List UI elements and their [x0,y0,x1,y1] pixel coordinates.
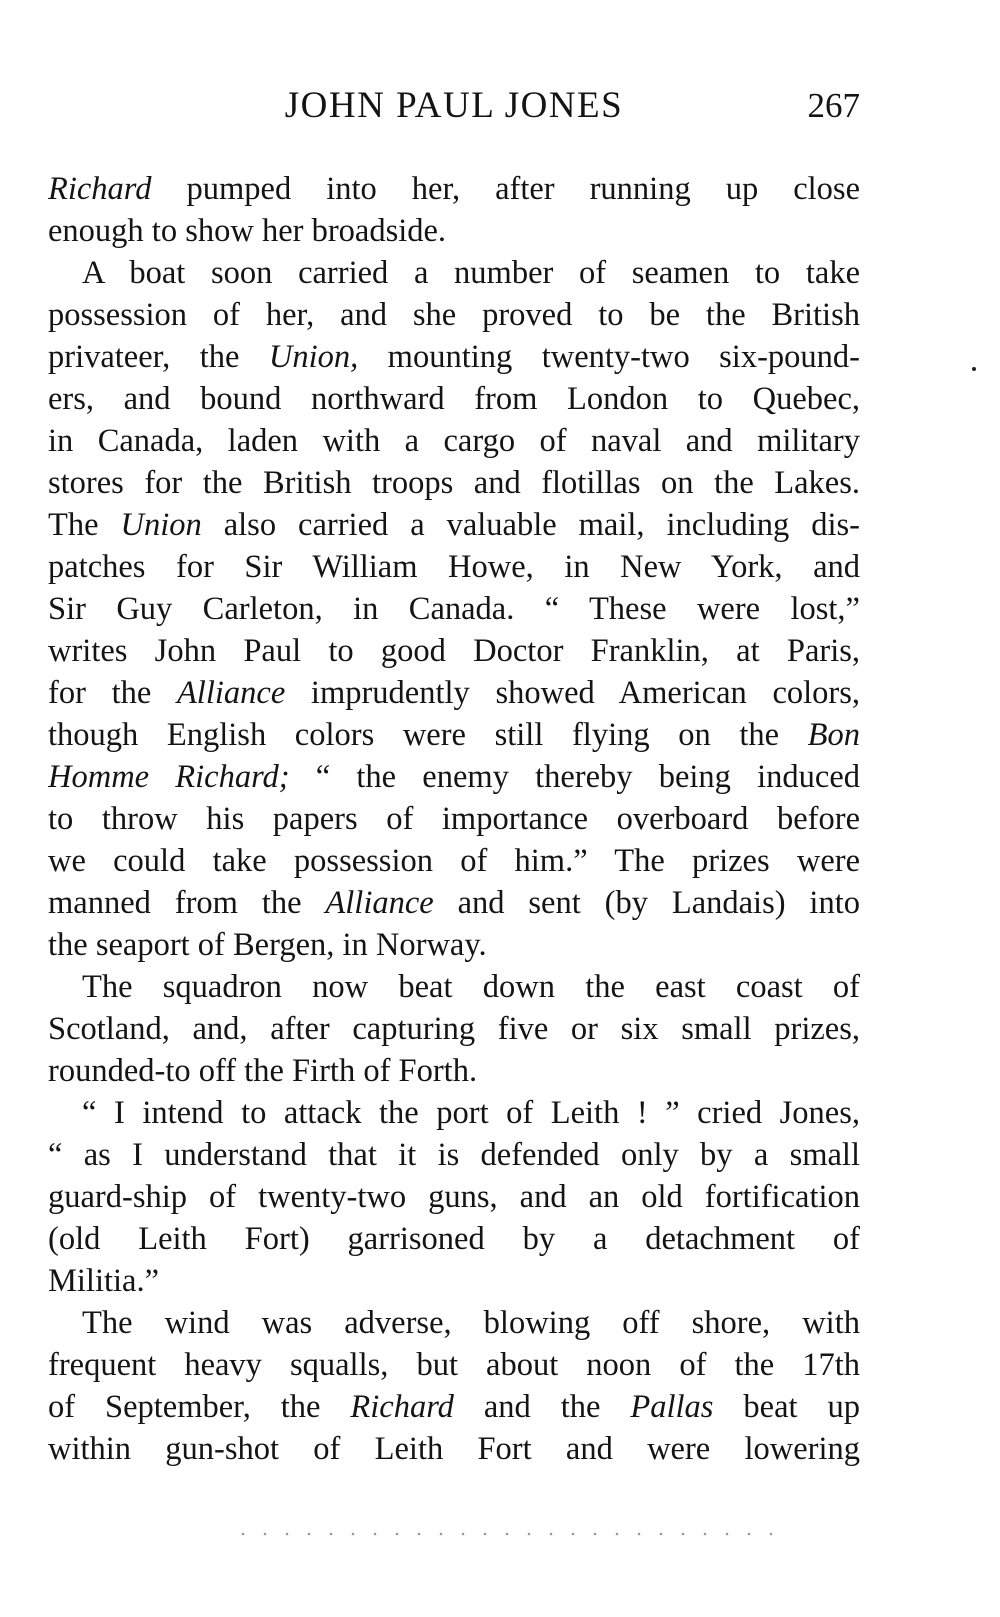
text-segment: within gun-shot of Leith Fort and were lowering [48,1431,860,1467]
italic-text: Union, [268,339,359,375]
text-segment: “ I intend to attack the port of Leith ! ” cried Jones, [82,1095,860,1131]
italic-text: Richard [350,1389,454,1425]
text-segment: “ the enemy thereby being induced [289,759,860,795]
italic-text: Bon [807,717,860,753]
text-segment: in Canada, laden with a cargo of naval and military [48,423,860,459]
text-segment: privateer, the [48,339,269,375]
text-segment: to throw his papers of importance overboard before [48,801,860,837]
text-line [48,714,860,756]
text-segment: pumped into her, after running up close [151,171,860,207]
text-segment: imprudently showed American colors, [285,675,860,711]
text-segment: guard-ship of twenty-two guns, and an old fortification [48,1179,860,1215]
text-segment: “ as I understand that it is defended only by a small [48,1137,860,1173]
text-line [48,1092,860,1134]
text-segment: patches for Sir William Howe, in New York, and [48,549,860,585]
italic-text: Pallas [630,1389,714,1425]
text-segment: for the [48,675,177,711]
body-text [48,168,860,1470]
text-line [48,672,860,714]
text-line [48,210,860,252]
text-segment: and sent (by Landais) into [433,885,860,921]
text-line [48,546,860,588]
text-segment: beat up [713,1389,860,1425]
text-line [48,462,860,504]
text-segment: writes John Paul to good Doctor Franklin, at Paris, [48,633,860,669]
italic-text: Union [120,507,202,543]
text-line [48,1428,860,1470]
text-segment: manned from the [48,885,326,921]
text-segment: The squadron now beat down the east coast of [82,969,860,1005]
text-segment: mounting twenty-two six-pound- [358,339,860,375]
text-line [48,420,860,462]
show-through-marks [232,1532,772,1536]
italic-text: Homme Richard; [48,759,290,795]
text-line [48,840,860,882]
text-line [48,588,860,630]
text-segment: frequent heavy squalls, but about noon of the 17th [48,1347,860,1383]
text-line [48,168,860,210]
text-line [48,1176,860,1218]
text-segment: of September, the [48,1389,351,1425]
text-line [48,966,860,1008]
text-segment: Militia.” [48,1263,160,1299]
running-title: JOHN PAUL JONES [284,85,624,126]
italic-text: Richard [48,171,152,207]
text-line [48,756,860,798]
text-line [48,1260,860,1302]
text-line [48,1134,860,1176]
text-line [48,798,860,840]
text-line [48,924,860,966]
text-segment: Scotland, and, after capturing five or six small prizes, [48,1011,860,1047]
scan-speck [972,367,976,371]
text-segment: The wind was adverse, blowing off shore, with [82,1305,860,1341]
text-segment: stores for the British troops and flotillas on the Lakes. [48,465,860,501]
text-segment: and the [453,1389,631,1425]
text-line [48,1386,860,1428]
text-line [48,882,860,924]
text-line [48,294,860,336]
italic-text: Alliance [176,675,286,711]
text-line [48,1008,860,1050]
text-segment: though English colors were still flying on the [48,717,808,753]
text-line [48,1050,860,1092]
text-segment: the seaport of Bergen, in Norway. [48,927,487,963]
text-segment: rounded-to off the Firth of Forth. [48,1053,478,1089]
text-segment: we could take possession of him.” The prizes were [48,843,860,879]
text-segment: The [48,507,121,543]
text-segment: A boat soon carried a number of seamen to take [82,255,860,291]
text-segment: Sir Guy Carleton, in Canada. “ These were lost,” [48,591,860,627]
text-line [48,252,860,294]
text-segment: (old Leith Fort) garrisoned by a detachment of [48,1221,860,1257]
text-segment: enough to show her broadside. [48,213,447,249]
text-segment: possession of her, and she proved to be the British [48,297,860,333]
text-line [48,336,860,378]
text-segment: also carried a valuable mail, including dis- [201,507,860,543]
page-number: 267 [807,86,860,125]
text-line [48,1344,860,1386]
text-line [48,1218,860,1260]
text-line [48,1302,860,1344]
text-line [48,504,860,546]
text-line [48,630,860,672]
running-header [48,84,860,128]
text-segment: ers, and bound northward from London to Quebec, [48,381,860,417]
italic-text: Alliance [325,885,434,921]
text-line [48,378,860,420]
